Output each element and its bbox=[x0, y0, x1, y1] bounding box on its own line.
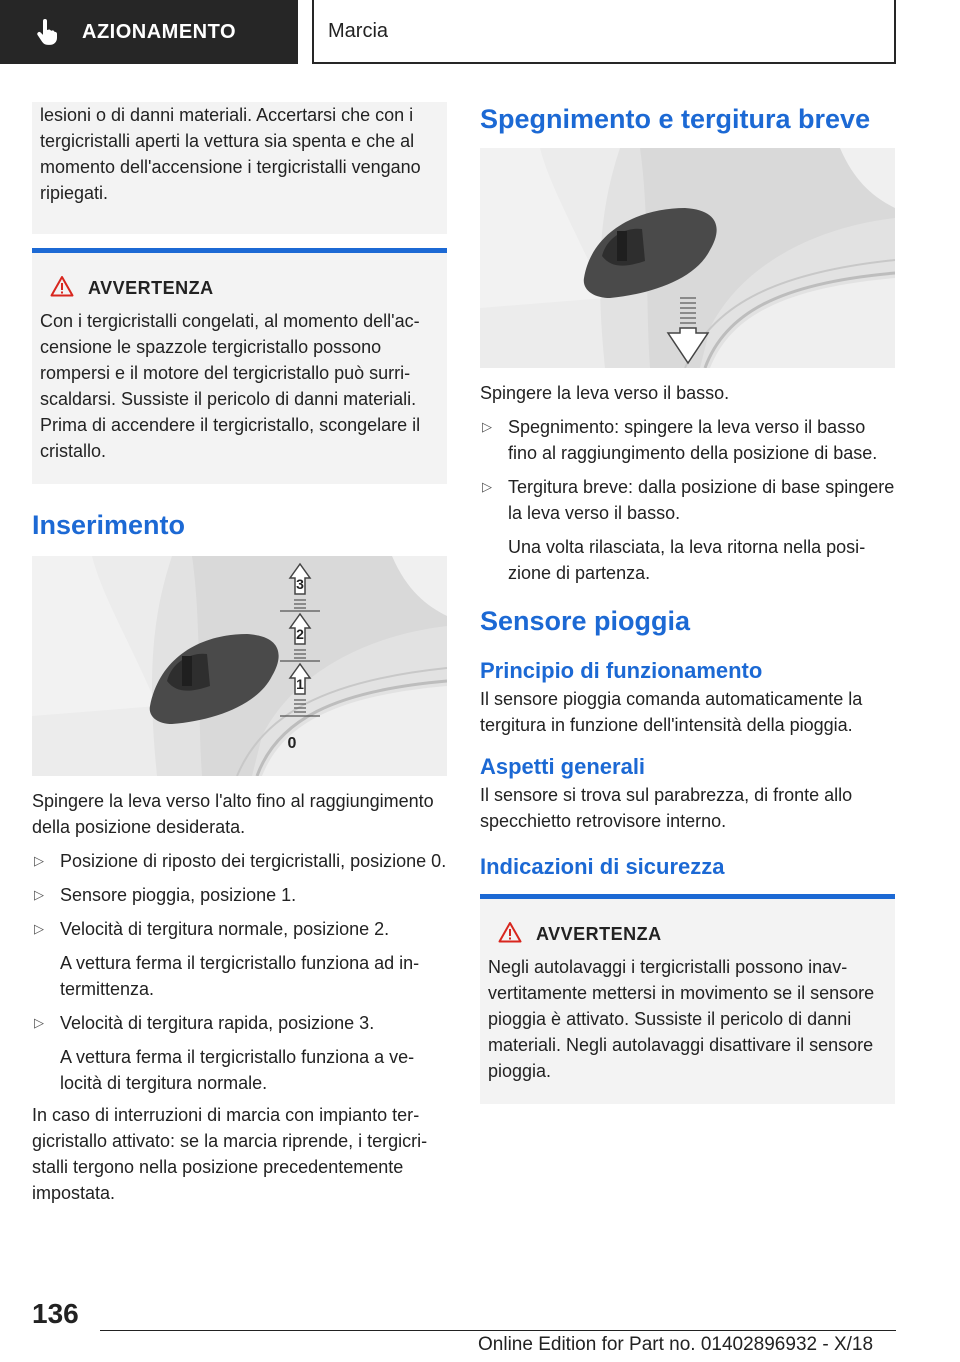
left-column bbox=[32, 102, 447, 1206]
triangle-bullet-icon: ▷ bbox=[34, 1015, 44, 1030]
triangle-bullet-icon: ▷ bbox=[34, 853, 44, 868]
heading-aspetti: Aspetti generali bbox=[480, 754, 646, 779]
list-item bbox=[32, 882, 447, 908]
heading-sensore-pioggia: Sensore pioggia bbox=[480, 606, 691, 636]
warning-triangle-icon bbox=[498, 921, 536, 948]
list-item bbox=[480, 414, 895, 466]
figure-label-1: 1 bbox=[296, 676, 304, 692]
triangle-bullet-icon: ▷ bbox=[34, 887, 44, 902]
heading-spegnimento: Spegnimento e tergitura breve bbox=[480, 104, 871, 134]
list-item-subtext: A vettura ferma il tergicristallo funziona ad intermittenza. bbox=[60, 953, 420, 999]
aspetti-text: Il sensore si trova sul parabrezza, di fronte allo specchietto retrovisore interno. bbox=[480, 785, 853, 831]
list-item-text: Velocità di tergitura rapida, posizione 3. bbox=[60, 1013, 375, 1033]
right-column bbox=[480, 102, 895, 1104]
list-item-text: Posizione di riposto dei tergicristalli, posizione 0. bbox=[60, 851, 447, 871]
warning-title: AVVERTENZA bbox=[88, 278, 214, 298]
list-item-text: Velocità di tergitura normale, posizione 2. bbox=[60, 919, 390, 939]
header-subsection-label: Marcia bbox=[328, 19, 389, 42]
warning-header bbox=[50, 275, 439, 302]
principio-text: Il sensore pioggia comanda automaticamente la tergitura in funzione dell'intensità della pioggia. bbox=[480, 689, 863, 735]
warning-text: Negli autolavaggi i tergicristalli possono inavvertitamente mettersi in movimento se il sensore pioggia è attivato. Sussiste il pericolo di danni materiali. Negli autolavaggi disattivare il sensore pioggia. bbox=[488, 957, 875, 1081]
triangle-bullet-icon: ▷ bbox=[482, 419, 492, 434]
footer-divider bbox=[100, 1330, 896, 1331]
heading-inserimento: Inserimento bbox=[32, 510, 186, 540]
figure-label-3: 3 bbox=[296, 576, 304, 592]
triangle-bullet-icon: ▷ bbox=[34, 921, 44, 936]
footer-edition: Online Edition for Part no. 01402896932 - X/18 bbox=[478, 1334, 874, 1355]
warning-box-carwash bbox=[480, 894, 895, 1104]
continued-warning-box bbox=[32, 102, 447, 234]
heading-principio: Principio di funzionamento bbox=[480, 658, 763, 683]
list-item bbox=[32, 1010, 447, 1036]
pointing-hand-icon bbox=[36, 19, 76, 45]
triangle-bullet-icon: ▷ bbox=[482, 479, 492, 494]
list-item bbox=[32, 916, 447, 942]
inserimento-intro: Spingere la leva verso l'alto fino al raggiungimento della posizione desiderata. bbox=[32, 791, 434, 837]
spegnimento-intro: Spingere la leva verso il basso. bbox=[480, 383, 730, 403]
list-item-text: Tergitura breve: dalla posizione di base spingere la leva verso il basso. bbox=[508, 477, 895, 523]
warning-triangle-icon bbox=[50, 275, 88, 302]
list-item-subtext: Una volta rilasciata, la leva ritorna nella posizione di partenza. bbox=[508, 537, 866, 583]
list-item bbox=[32, 848, 447, 874]
figure-label-0: 0 bbox=[287, 735, 297, 752]
inserimento-outro: In caso di interruzioni di marcia con impianto tergicristallo attivato: se la marcia riprende, i tergicristalli tergono nella posizione precedentemente impostata. bbox=[32, 1105, 428, 1203]
list-item-text: Spegnimento: spingere la leva verso il basso fino al raggiungimento della posizione di base. bbox=[508, 417, 878, 463]
header-subsection bbox=[312, 0, 896, 64]
warning-header bbox=[498, 921, 887, 948]
warning-title: AVVERTENZA bbox=[536, 924, 662, 944]
warning-text: Con i tergicristalli congelati, al momento dell'accensione le spazzole tergicristallo possono rompersi e il motore del tergicristallo può surriscaldarsi. Sussiste il pericolo di danni materiali. Prima di accendere il tergicristallo, scongelare il cristallo. bbox=[40, 311, 421, 461]
warning-box-frozen bbox=[32, 248, 447, 484]
list-item-text: Sensore pioggia, posizione 1. bbox=[60, 885, 297, 905]
figure-wiper-lever-up bbox=[32, 556, 447, 776]
list-item bbox=[480, 474, 895, 526]
figure-wiper-lever-down bbox=[480, 148, 895, 368]
heading-sicurezza: Indicazioni di sicurezza bbox=[480, 854, 725, 879]
figure-label-2: 2 bbox=[296, 626, 304, 642]
page-number: 136 bbox=[32, 1298, 79, 1329]
list-item-subtext: A vettura ferma il tergicristallo funziona a velocità di tergitura normale. bbox=[60, 1047, 415, 1093]
continued-warning-text: lesioni o di danni materiali. Accertarsi che con i tergicristalli aperti la vettura sia spenta e che al momento dell'accensione i tergicristalli vengano ripiegati. bbox=[40, 105, 421, 203]
header-section-label: AZIONAMENTO bbox=[82, 20, 237, 43]
header-section-tab bbox=[0, 0, 298, 64]
